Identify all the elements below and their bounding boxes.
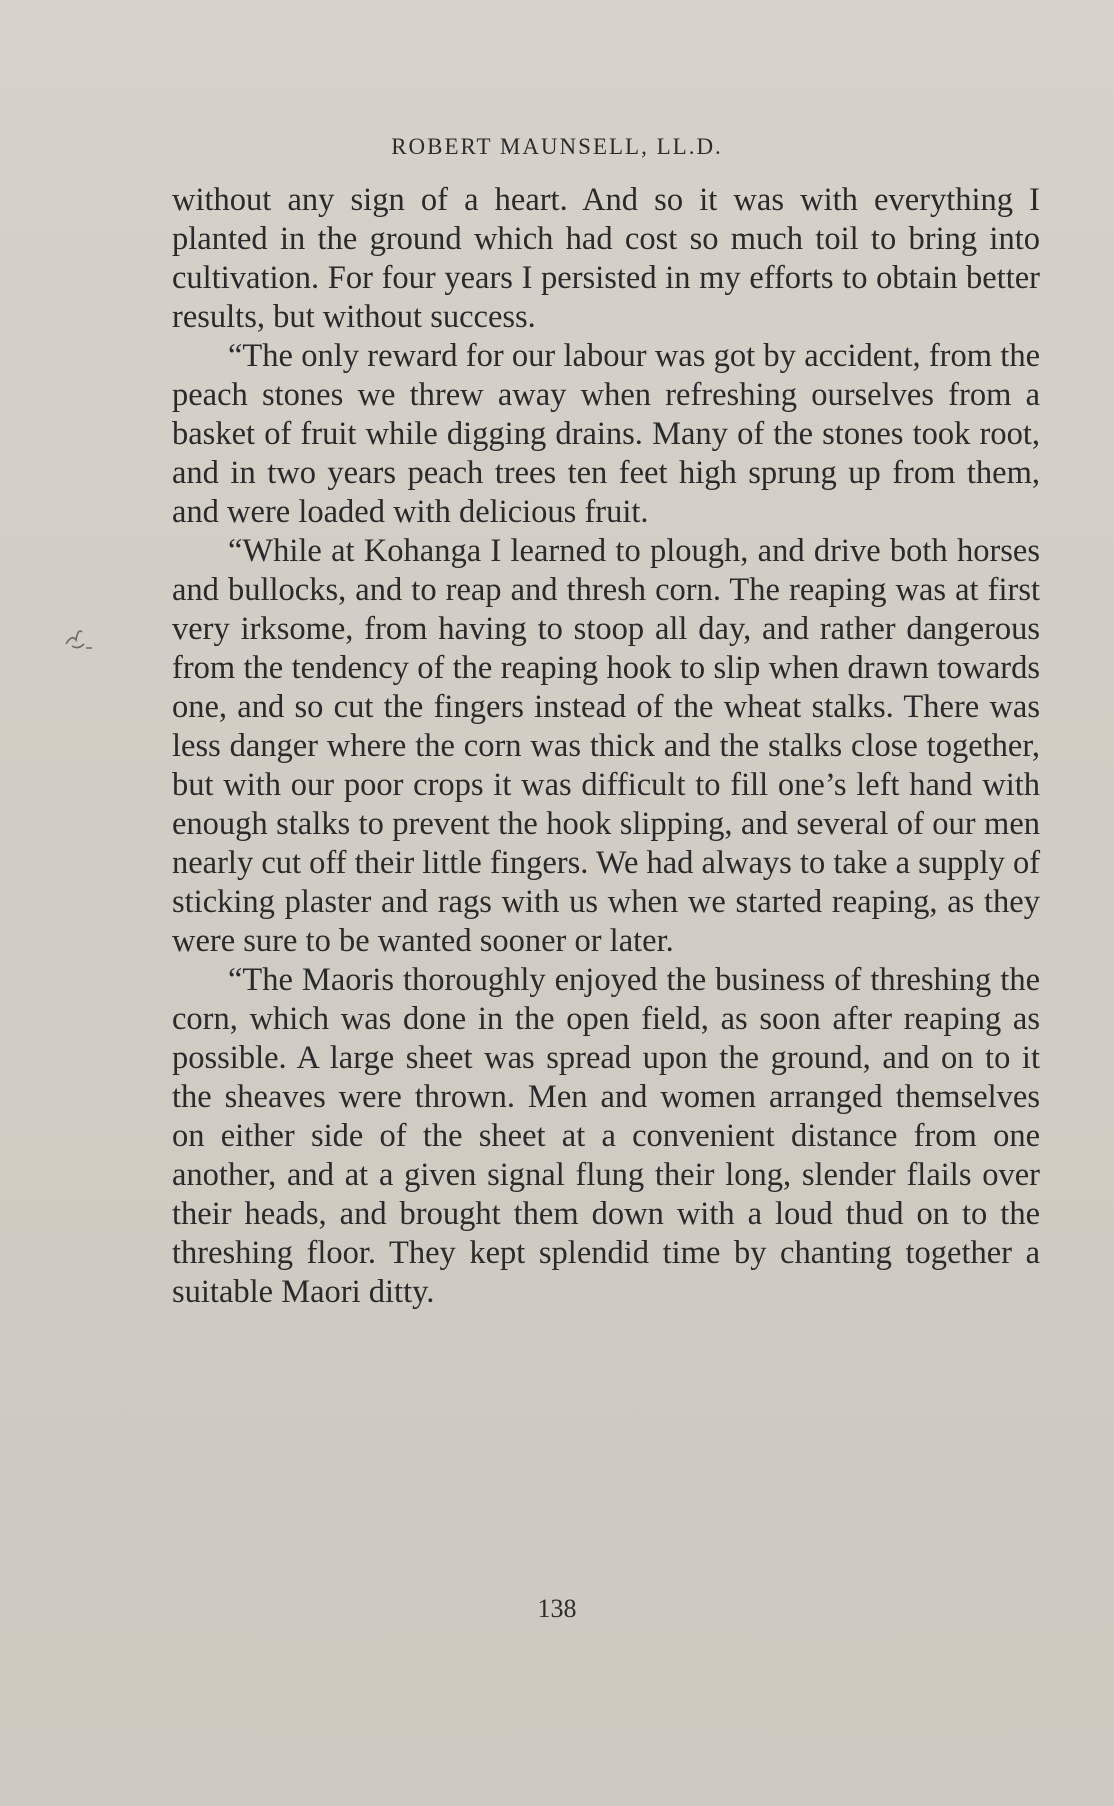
margin-pencil-mark — [58, 620, 118, 660]
paragraph-1: without any sign of a heart. And so it was with everything I planted in the ground which had cost so much toil to bring into cultivation. For four years I persisted in my efforts to obtain better results, but without success. — [172, 182, 1040, 335]
paragraph-3: “While at Kohanga I learned to plough, and drive both horses and bullocks, and to reap and thresh corn. The reaping was at first very irksome, from having to stoop all day, and rather dangerous from the tendency of the reaping hook to slip when drawn towards one, and so cut the fingers instead of the wheat stalks. There was less danger where the corn was thick and the stalks close together, but with our poor crops it was difficult to fill one’s left hand with enough stalks to prevent the hook slipping, and several of our men nearly cut off their little fingers. We had always to take a supply of sticking plaster and rags with us when we started reaping, as they were sure to be wanted sooner or later. — [172, 533, 1041, 959]
running-head: ROBERT MAUNSELL, LL.D. — [391, 134, 723, 159]
paragraph-2: “The only reward for our labour was got by accident, from the peach stones we threw away when refreshing ourselves from a basket of fruit while digging drains. Many of the stones took root, and in two years peach trees ten feet high sprung up from them, and were loaded with delicious fruit. — [172, 338, 1040, 530]
page-number: 138 — [537, 1594, 577, 1623]
body-text — [172, 181, 1040, 1312]
paragraph-4: “The Maoris thoroughly enjoyed the business of threshing the corn, which was done in the open field, as soon after reaping as possible. A large sheet was spread upon the ground, and on to it the sheaves were thrown. Men and women arranged themselves on either side of the sheet at a convenient distance from one another, and at a given signal flung their long, slender flails over their heads, and brought them down with a loud thud on to the threshing floor. They kept splendid time by chanting together a suitable Maori ditty. — [172, 962, 1040, 1310]
